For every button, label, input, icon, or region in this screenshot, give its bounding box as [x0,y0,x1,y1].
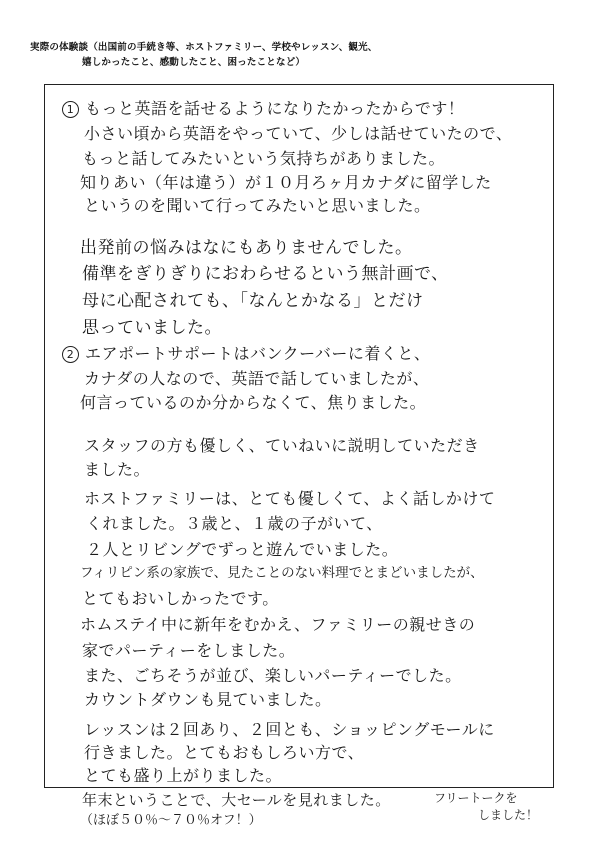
section1-text-1: もっと英語を話せるようになりたかったからです！ [85,99,465,118]
section2-line-12: 家でパーティーをしました。 [82,641,296,660]
section1-line-9: 思っていました。 [82,318,222,338]
section2-line-19: フリートークを [434,791,518,805]
section2-line-1 [62,341,430,364]
section2-line-10: とてもおいしかったです。 [82,589,279,608]
section2-line-4: スタッフの方も優しく、ていねいに説明していただき [84,436,480,455]
form-header [30,40,570,70]
section2-text-1: エアポートサポートはバンクーバーに着くと、 [85,344,431,363]
section1-line-6: 出発前の悩みはなにもありませんでした。 [80,238,413,258]
section2-line-5: ました。 [84,460,151,479]
section2-line-6: ホストファミリーは、とても優しくて、よく話しかけて [84,489,496,508]
section1-line-5: というのを聞いて行ってみたいと思いました。 [84,196,431,215]
section2-line-3: 何言っているのか分からなくて、焦りました。 [80,393,427,412]
section2-line-11: ホムステイ中に新年をむかえ、ファミリーの親せきの [80,615,476,634]
section1-line-7: 備準をぎりぎりにおわらせるという無計画で、 [82,264,449,284]
section2-line-13: また、ごちそうが並び、楽しいパーティーでした。 [84,666,462,685]
section1-line-4: 知りあい（年は違う）が１０月ろヶ月カナダに留学した [80,173,492,192]
header-line-2: 嬉しかったこと、感動したこと、困ったことなど） [82,57,306,68]
section1-line-1 [62,96,464,119]
section2-line-15: レッスンは２回あり、２回とも、ショッピングモールに [84,720,495,739]
section2-line-17: とても盛り上がりました。 [84,766,283,785]
section2-line-8: ２人とリビングでずっと遊んでいました。 [86,540,399,559]
section2-line-16: 行きました。とてもおもしろい方で、 [84,743,365,762]
section2-line-20: しました！ [478,808,539,822]
section1-marker: 1 [62,101,79,118]
section2-line-14: カウントダウンも見ていました。 [84,690,332,709]
section1-line-3: もっと話してみたいという気持ちがありました。 [82,149,446,168]
section2-line-18: 年末ということで、大セールを見れました。 [82,791,391,809]
section2-line-2: カナダの人なので、英語で話していましたが、 [84,369,430,388]
section2-line-21: （ほぼ５０％～７０％オフ！） [80,813,262,828]
section2-marker: 2 [62,346,79,363]
section2-line-9: フィリピン系の家族で、見たことのない料理でとまどいましたが、 [80,565,484,581]
section1-line-2: 小さい頃から英語をやっていて、少しは話せていたので、 [84,124,513,143]
section1-line-8: 母に心配されても、「なんとかなる」とだけ [82,291,424,311]
section2-line-7: くれました。３歳と、１歳の子がいて、 [86,514,383,533]
header-line-1: 実際の体験談（出国前の手続き等、ホストファミリー、学校やレッスン、観光、 [30,42,378,53]
